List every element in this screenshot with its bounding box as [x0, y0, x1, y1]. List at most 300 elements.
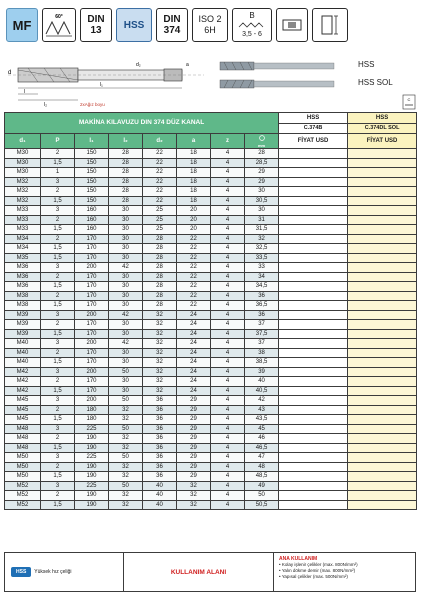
- table-row: [5, 253, 417, 263]
- table-cell: 29: [245, 177, 279, 187]
- table-cell: 24: [177, 329, 211, 339]
- table-cell: 30,5: [245, 196, 279, 206]
- din374-badge: [156, 8, 188, 42]
- table-cell: 37,5: [245, 329, 279, 339]
- table-row: [5, 424, 417, 434]
- table-cell: 32: [177, 481, 211, 491]
- table-row: [5, 453, 417, 463]
- table-cell: M52: [5, 500, 41, 510]
- table-cell: 225: [75, 424, 109, 434]
- table-cell: 4: [211, 462, 245, 472]
- table-cell: 1: [41, 168, 75, 178]
- table-cell: 4: [211, 339, 245, 349]
- table-cell: 4: [211, 301, 245, 311]
- table-cell: 24: [177, 367, 211, 377]
- table-cell: 22: [143, 149, 177, 159]
- table-cell: M34: [5, 234, 41, 244]
- table-cell: 30: [109, 377, 143, 387]
- table-cell: M30: [5, 168, 41, 178]
- table-row: [5, 244, 417, 254]
- table-cell: 22: [177, 253, 211, 263]
- table-cell: 2: [41, 234, 75, 244]
- table-cell: 4: [211, 443, 245, 453]
- price-sol-cell: [348, 234, 417, 244]
- table-cell: 30: [109, 386, 143, 396]
- price-hss-header: FİYAT USD: [279, 134, 348, 149]
- table-cell: 4: [211, 168, 245, 178]
- table-cell: 170: [75, 329, 109, 339]
- col-l1: l₁: [75, 134, 109, 149]
- table-cell: 24: [177, 320, 211, 330]
- dim-d2: d₂: [136, 62, 141, 68]
- hss-legend: [4, 552, 124, 592]
- table-row: [5, 415, 417, 425]
- price-hss-cell: [279, 187, 348, 197]
- table-cell: 190: [75, 443, 109, 453]
- table-row: [5, 196, 417, 206]
- tap-technical-drawing: [4, 54, 212, 110]
- col-drill-unit: mm: [257, 142, 266, 148]
- table-cell: 4: [211, 453, 245, 463]
- table-row: [5, 149, 417, 159]
- table-cell: 2: [41, 377, 75, 387]
- table-cell: 150: [75, 149, 109, 159]
- table-row: [5, 405, 417, 415]
- table-cell: 32: [109, 462, 143, 472]
- table-cell: 32: [143, 310, 177, 320]
- price-sol-cell: [348, 339, 417, 349]
- table-cell: M50: [5, 472, 41, 482]
- price-sol-cell: [348, 405, 417, 415]
- table-cell: 30: [109, 225, 143, 235]
- table-cell: 36: [143, 462, 177, 472]
- price-hss-cell: [279, 320, 348, 330]
- table-cell: 32: [143, 329, 177, 339]
- table-cell: 36: [143, 453, 177, 463]
- table-cell: 22: [177, 291, 211, 301]
- table-cell: 4: [211, 196, 245, 206]
- table-cell: 50: [109, 481, 143, 491]
- table-cell: 160: [75, 215, 109, 225]
- table-cell: 30: [109, 301, 143, 311]
- table-cell: 4: [211, 320, 245, 330]
- table-row: [5, 168, 417, 178]
- table-cell: 3: [41, 424, 75, 434]
- table-cell: 31,5: [245, 225, 279, 235]
- table-cell: 24: [177, 358, 211, 368]
- price-hss-cell: [279, 310, 348, 320]
- table-cell: 33: [245, 263, 279, 273]
- table-cell: 29: [177, 472, 211, 482]
- table-cell: 24: [177, 348, 211, 358]
- price-hss-cell: [279, 263, 348, 273]
- table-cell: 4: [211, 291, 245, 301]
- price-hss-cell: [279, 291, 348, 301]
- table-cell: 28: [109, 168, 143, 178]
- price-hss-cell: [279, 282, 348, 292]
- table-row: [5, 329, 417, 339]
- table-cell: 4: [211, 282, 245, 292]
- table-cell: 2: [41, 187, 75, 197]
- table-cell: 36: [143, 396, 177, 406]
- table-row: [5, 187, 417, 197]
- table-cell: 18: [177, 187, 211, 197]
- table-cell: 4: [211, 329, 245, 339]
- price-hss-cell: [279, 415, 348, 425]
- price-sol-cell: [348, 177, 417, 187]
- footer-legend: [4, 552, 416, 592]
- price-sol-cell: [348, 491, 417, 501]
- table-cell: 39: [245, 367, 279, 377]
- table-cell: M42: [5, 386, 41, 396]
- price-hss-cell: [279, 206, 348, 216]
- price-hss-cell: [279, 234, 348, 244]
- table-cell: 50: [245, 491, 279, 501]
- table-cell: M39: [5, 310, 41, 320]
- table-cell: 28: [109, 149, 143, 159]
- table-row: [5, 310, 417, 320]
- table-cell: M33: [5, 225, 41, 235]
- table-cell: 20: [177, 215, 211, 225]
- table-cell: 28: [143, 253, 177, 263]
- table-cell: 28: [143, 291, 177, 301]
- main-usage-title: ANA KULLANIM: [279, 556, 318, 562]
- table-cell: M45: [5, 405, 41, 415]
- table-cell: 4: [211, 472, 245, 482]
- table-cell: 30: [245, 187, 279, 197]
- table-cell: M33: [5, 215, 41, 225]
- usage-area-label: KULLANIM ALANI: [124, 552, 274, 592]
- table-cell: 150: [75, 177, 109, 187]
- table-cell: M40: [5, 339, 41, 349]
- table-cell: 22: [143, 196, 177, 206]
- table-cell: 2: [41, 215, 75, 225]
- table-cell: 40: [143, 500, 177, 510]
- table-cell: 1,5: [41, 443, 75, 453]
- table-cell: 200: [75, 310, 109, 320]
- table-title: MAKİNA KILAVUZU DIN 374 DÜZ KANAL: [5, 113, 279, 134]
- price-sol-cell: [348, 301, 417, 311]
- table-cell: 32: [109, 491, 143, 501]
- table-row: [5, 272, 417, 282]
- table-row: [5, 339, 417, 349]
- table-cell: 32: [143, 358, 177, 368]
- table-cell: 170: [75, 282, 109, 292]
- table-cell: 36: [143, 405, 177, 415]
- price-hss-cell: [279, 491, 348, 501]
- table-cell: 200: [75, 339, 109, 349]
- table-cell: 30: [109, 348, 143, 358]
- price-sol-cell: [348, 367, 417, 377]
- dim-l: l: [24, 89, 26, 95]
- table-cell: 4: [211, 434, 245, 444]
- col-a: a: [177, 134, 211, 149]
- table-cell: M52: [5, 491, 41, 501]
- iso-badge: [192, 8, 228, 42]
- table-cell: 200: [75, 367, 109, 377]
- price-hss-cell: [279, 272, 348, 282]
- price-sol-cell: [348, 329, 417, 339]
- table-cell: 4: [211, 396, 245, 406]
- svg-text:C: C: [407, 97, 411, 102]
- price-sol-cell: [348, 481, 417, 491]
- thread-angle-badge: [42, 8, 76, 42]
- price-hss-cell: [279, 215, 348, 225]
- table-cell: 40: [245, 377, 279, 387]
- table-cell: 36: [143, 415, 177, 425]
- price-hss-cell: [279, 301, 348, 311]
- table-cell: M42: [5, 367, 41, 377]
- table-cell: 170: [75, 253, 109, 263]
- table-cell: 30: [109, 272, 143, 282]
- table-cell: 50: [109, 453, 143, 463]
- price-hss-cell: [279, 253, 348, 263]
- table-row: [5, 234, 417, 244]
- table-cell: M36: [5, 282, 41, 292]
- main-usage-box: [274, 552, 416, 592]
- table-cell: 1,5: [41, 225, 75, 235]
- table-cell: 20: [177, 225, 211, 235]
- table-cell: 28: [109, 187, 143, 197]
- table-cell: 1,5: [41, 244, 75, 254]
- price-sol-cell: [348, 253, 417, 263]
- price-sol-cell: [348, 206, 417, 216]
- table-cell: 4: [211, 424, 245, 434]
- price-hss-cell: [279, 329, 348, 339]
- table-cell: 32: [143, 367, 177, 377]
- price-sol-cell: [348, 377, 417, 387]
- table-cell: 3: [41, 396, 75, 406]
- table-cell: M35: [5, 253, 41, 263]
- table-cell: 30: [245, 206, 279, 216]
- col-l2: l₂: [109, 134, 143, 149]
- table-cell: 18: [177, 168, 211, 178]
- price-sol-cell: [348, 320, 417, 330]
- table-cell: 40: [143, 481, 177, 491]
- table-cell: 28: [109, 158, 143, 168]
- table-cell: 25: [143, 225, 177, 235]
- table-cell: 4: [211, 244, 245, 254]
- table-cell: 29: [245, 168, 279, 178]
- table-cell: 2: [41, 434, 75, 444]
- table-cell: 3: [41, 339, 75, 349]
- price-sol-cell: [348, 462, 417, 472]
- table-cell: 2: [41, 149, 75, 159]
- iso-line2: 6H: [204, 25, 216, 35]
- table-cell: 24: [177, 310, 211, 320]
- price-sol-cell: [348, 424, 417, 434]
- form-b-range: 3,5 - 6: [242, 31, 262, 38]
- tap-spec-table: [4, 112, 416, 510]
- table-cell: 190: [75, 472, 109, 482]
- din13-badge: DIN 13: [80, 8, 112, 42]
- table-cell: 4: [211, 348, 245, 358]
- table-cell: M30: [5, 149, 41, 159]
- table-cell: 50: [109, 424, 143, 434]
- table-cell: M48: [5, 434, 41, 444]
- table-cell: 29: [177, 453, 211, 463]
- table-cell: 4: [211, 263, 245, 273]
- table-cell: 32,5: [245, 244, 279, 254]
- table-cell: 36,5: [245, 301, 279, 311]
- table-cell: 22: [143, 158, 177, 168]
- price-hss-cell: [279, 443, 348, 453]
- price-sol-cell: [348, 168, 417, 178]
- drawing-note: 2xAğız boyu: [80, 102, 105, 107]
- table-cell: 42: [109, 310, 143, 320]
- table-row: [5, 177, 417, 187]
- table-cell: 170: [75, 348, 109, 358]
- chamfer-icon: [237, 21, 267, 29]
- table-cell: 29: [177, 415, 211, 425]
- table-cell: 36: [143, 424, 177, 434]
- table-cell: 4: [211, 149, 245, 159]
- usage-line-1: • Kolay işlenir çelikler (max. 800N/mm²): [279, 562, 358, 567]
- table-row: [5, 500, 417, 510]
- price-hss-cell: [279, 500, 348, 510]
- table-cell: 30: [109, 244, 143, 254]
- price-hss-cell: [279, 472, 348, 482]
- price-hss-cell: [279, 481, 348, 491]
- table-cell: 22: [177, 301, 211, 311]
- hss-sol-tap-image: [220, 80, 334, 88]
- table-cell: M38: [5, 291, 41, 301]
- price-sol-cell: [348, 396, 417, 406]
- table-cell: 150: [75, 158, 109, 168]
- table-cell: 190: [75, 500, 109, 510]
- table-cell: 30: [109, 329, 143, 339]
- table-cell: 1,5: [41, 196, 75, 206]
- table-cell: M32: [5, 177, 41, 187]
- table-cell: 170: [75, 244, 109, 254]
- table-cell: 30: [109, 320, 143, 330]
- table-cell: 30: [109, 234, 143, 244]
- table-cell: 1,5: [41, 415, 75, 425]
- table-cell: 4: [211, 386, 245, 396]
- table-cell: 30: [109, 253, 143, 263]
- price-sol-cell: [348, 386, 417, 396]
- table-cell: 20: [177, 206, 211, 216]
- price-hss-cell: [279, 386, 348, 396]
- dim-l2: l₂: [44, 102, 48, 108]
- price-sol-cell: [348, 291, 417, 301]
- table-cell: M36: [5, 272, 41, 282]
- table-cell: 22: [143, 187, 177, 197]
- table-cell: 4: [211, 500, 245, 510]
- price-sol-cell: [348, 358, 417, 368]
- table-cell: 3: [41, 177, 75, 187]
- table-row: [5, 367, 417, 377]
- col-drill: [245, 134, 279, 149]
- table-cell: 1,5: [41, 253, 75, 263]
- table-row: [5, 215, 417, 225]
- table-cell: 32: [109, 500, 143, 510]
- table-cell: 24: [177, 377, 211, 387]
- table-cell: 3: [41, 263, 75, 273]
- hss-legend-badge: HSS: [11, 567, 31, 577]
- table-cell: 2: [41, 491, 75, 501]
- table-cell: 24: [177, 339, 211, 349]
- table-cell: 22: [177, 234, 211, 244]
- price-hss-cell: [279, 177, 348, 187]
- table-cell: 36: [245, 291, 279, 301]
- table-cell: 34,5: [245, 282, 279, 292]
- table-cell: 28,5: [245, 158, 279, 168]
- table-cell: 28: [109, 196, 143, 206]
- table-cell: 200: [75, 396, 109, 406]
- table-cell: 4: [211, 405, 245, 415]
- table-cell: 170: [75, 358, 109, 368]
- price-hss-cell: [279, 158, 348, 168]
- table-cell: 22: [143, 168, 177, 178]
- table-cell: 32: [109, 405, 143, 415]
- price-sol-cell: [348, 443, 417, 453]
- table-body: [5, 149, 417, 510]
- table-cell: 40,5: [245, 386, 279, 396]
- table-cell: M40: [5, 358, 41, 368]
- din374-line1: DIN: [163, 14, 181, 25]
- table-cell: 32: [109, 415, 143, 425]
- table-cell: 190: [75, 462, 109, 472]
- table-row: [5, 320, 417, 330]
- table-cell: M30: [5, 158, 41, 168]
- table-cell: 200: [75, 263, 109, 273]
- table-cell: 1,5: [41, 358, 75, 368]
- table-cell: 4: [211, 367, 245, 377]
- table-cell: 36: [143, 434, 177, 444]
- price-hss-cell: [279, 168, 348, 178]
- table-cell: 170: [75, 377, 109, 387]
- table-cell: 28: [143, 301, 177, 311]
- table-row: [5, 462, 417, 472]
- table-cell: 30: [109, 291, 143, 301]
- table-cell: 29: [177, 434, 211, 444]
- table-cell: 32: [245, 234, 279, 244]
- table-cell: 32: [143, 320, 177, 330]
- table-cell: 40: [143, 491, 177, 501]
- table-cell: 2: [41, 462, 75, 472]
- price-sol-cell: [348, 244, 417, 254]
- shank-square-badge: [276, 8, 308, 42]
- table-cell: 48: [245, 462, 279, 472]
- price-sol-cell: [348, 215, 417, 225]
- table-cell: 170: [75, 272, 109, 282]
- table-cell: 50: [109, 367, 143, 377]
- table-cell: M36: [5, 263, 41, 273]
- price-hss-cell: [279, 462, 348, 472]
- table-cell: 170: [75, 386, 109, 396]
- table-cell: 225: [75, 481, 109, 491]
- table-cell: M39: [5, 329, 41, 339]
- table-cell: 3: [41, 367, 75, 377]
- table-cell: 190: [75, 434, 109, 444]
- table-cell: 180: [75, 405, 109, 415]
- table-cell: 42: [245, 396, 279, 406]
- table-cell: 28: [143, 244, 177, 254]
- hss-code: C.374B: [279, 123, 348, 134]
- table-row: [5, 481, 417, 491]
- price-sol-cell: [348, 149, 417, 159]
- left-hand-thread-icon: [402, 94, 416, 110]
- table-cell: 1,5: [41, 329, 75, 339]
- price-sol-cell: [348, 282, 417, 292]
- usage-line-3: • Yapısal çelikler (max. 500N/mm²): [279, 574, 348, 579]
- table-cell: 47: [245, 453, 279, 463]
- price-sol-cell: [348, 225, 417, 235]
- table-cell: 4: [211, 225, 245, 235]
- table-cell: 4: [211, 158, 245, 168]
- hss-legend-text: Yüksek hız çeliği: [34, 569, 72, 575]
